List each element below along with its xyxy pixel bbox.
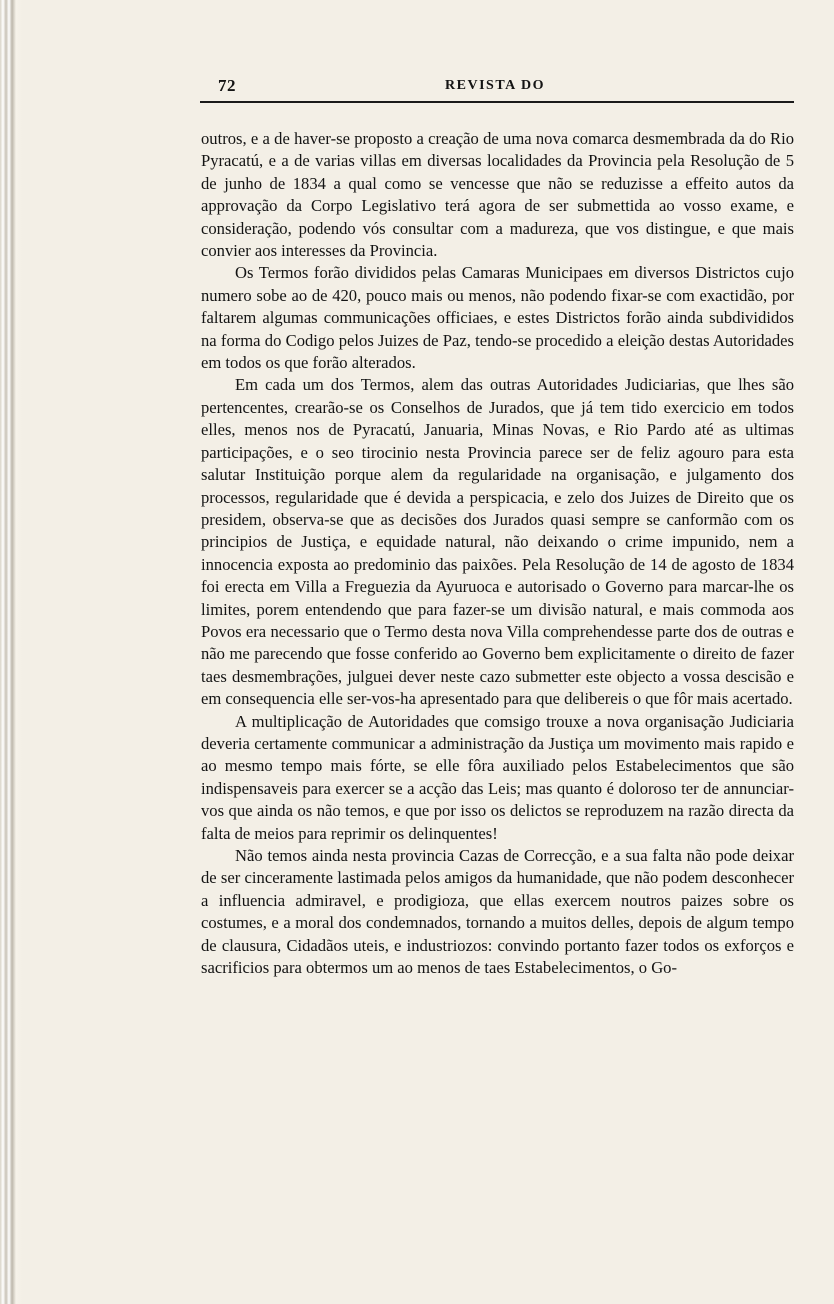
paragraph-jurados: Em cada um dos Termos, alem das outras Autoridades Judiciarias, que lhes são pertencentes, crearão-se os Conselhos de Jurados, que já tem tido exercicio em todos elles, menos nos de Pyracatú, Januaria, Minas Novas, e Rio Pardo até as ultimas participações, e o seo tirocinio nesta Provincia parece ser de feliz agouro para esta salutar Instituição porque alem da regularidade na organisação, e julgamento dos processos, regularidade que é devida a perspicacia, e zelo dos Juizes de Direito que os presidem, observa-se que as decisões dos Jurados quasi sempre se canformão com os principios de Justiça, e equidade natural, não deixando o crime impunido, nem a innocencia exposta ao predominio das paixões. Pela Resolução de 14 de agosto de 1834 foi erecta em Villa a Freguezia da Ayuruoca e autorisado o Governo para marcar-lhe os limites, porem entendendo que para fazer-se um divisão natural, e mais commoda aos Povos era necessario que o Termo desta nova Villa comprehendesse parte dos de outras e não me parecendo que fosse conferido ao Governo bem explicitamente o direito de fazer taes desmembrações, julguei dever neste cazo submetter este objecto a vossa descisão e em consequencia elle ser-vos-ha apresentado para que delibereis o que fôr mais acertado.	[201, 375, 794, 709]
header-rule	[200, 101, 794, 103]
body-text	[201, 128, 794, 979]
journal-title: REVISTA DO	[445, 78, 545, 93]
paragraph-continuation: outros, e a de haver-se proposto a creação de uma nova comarca desmembrada da do Rio Pyracatú, e a de varias villas em diversas localidades da Provincia pela Resolução de 5 de junho de 1834 a qual como se vencesse que não se reduzisse a effeito autos da approvação da Corpo Legislativo terá agora de ser submettida ao vosso exame, e consideração, podendo vós consultar com a madureza, que vos distingue, e que mais convier aos interesses da Provincia.	[201, 129, 794, 261]
paragraph-cazas-correccao: Não temos ainda nesta provincia Cazas de Correcção, e a sua falta não pode deixar de ser cinceramente lastimada pelos amigos da humanidade, que não podem desconhecer a influencia admiravel, e prodigioza, que ellas exercem noutros paizes sobre os costumes, e a moral dos condemnados, tornando a muitos delles, depois de algum tempo de clausura, Cidadãos uteis, e industriozos: convindo portanto fazer todos os exforços e sacrificios para obtermos um ao menos de taes Estabelecimentos, o Go-	[201, 846, 794, 978]
page-number: 72	[218, 76, 236, 95]
paragraph-autoridades: A multiplicação de Autoridades que comsigo trouxe a nova organisação Judiciaria deveria certamente communicar a administração da Justiça um movimento mais rapido e ao mesmo tempo mais fórte, se elle fôra auxiliado pelos Estabelecimentos que são indispensaveis para exercer se a acção das Leis; mas quanto é doloroso ter de annunciar-vos que ainda os não temos, e que por isso os delictos se reproduzem na razão directa da falta de meios para reprimir os delinquentes!	[201, 711, 794, 843]
paragraph-termos: Os Termos forão divididos pelas Camaras Municipaes em diversos Districtos cujo numero sobe ao de 420, pouco mais ou menos, não podendo fixar-se com exactidão, por faltarem algumas communicações officiaes, e estes Districtos forão ainda subdivididos na forma do Codigo pelos Juizes de Paz, tendo-se procedido a eleição destas Autoridades em todos os que forão alterados.	[201, 263, 794, 373]
running-head	[196, 76, 794, 100]
